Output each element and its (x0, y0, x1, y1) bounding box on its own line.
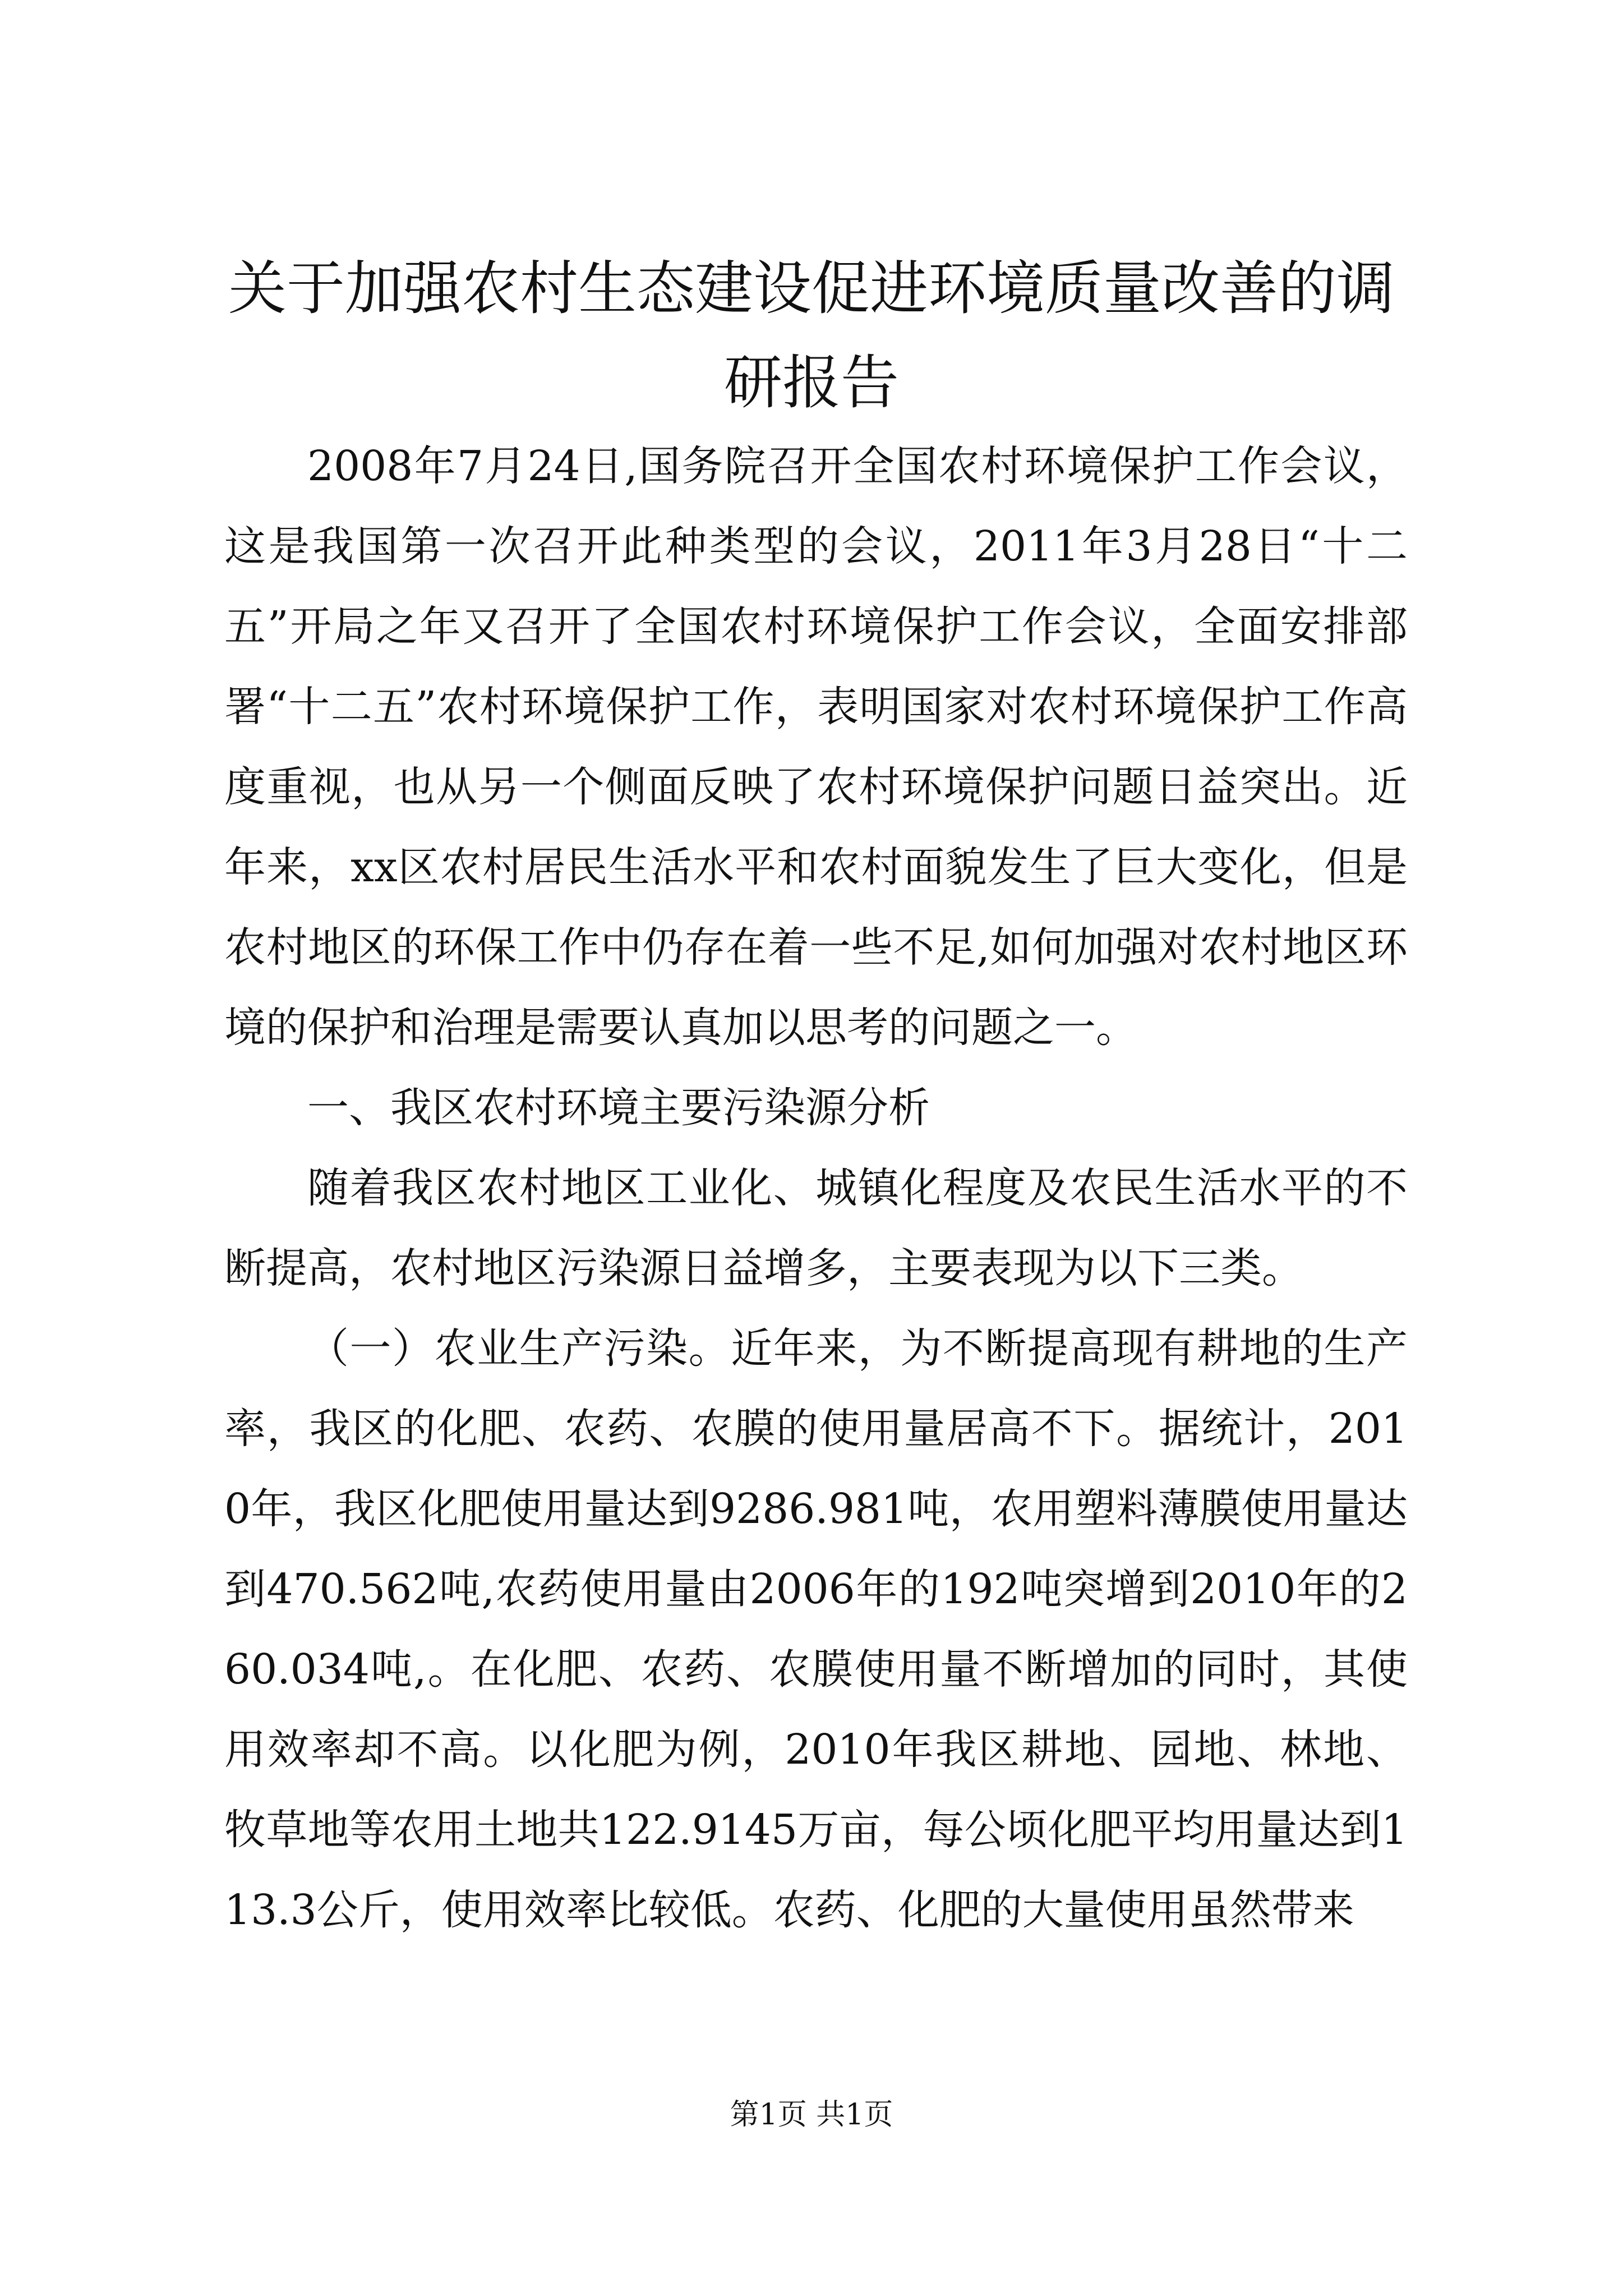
paragraph-intro: 2008年7月24日,国务院召开全国农村环境保护工作会议，这是我国第一次召开此种类型的会议，2011年3月28日“十二五”开局之年又召开了全国农村环境保护工作会议，全面安排部署“十二五”农村环境保护工作，表明国家对农村环境保护工作高度重视，也从另一个侧面反映了农村环境保护问题日益突出。近年来，xx区农村居民生活水平和农村面貌发生了巨大变化，但是农村地区的环保工作中仍存在着一些不足,如何加强对农村地区环境的保护和治理是需要认真加以思考的问题之一。 (224, 442, 1408, 1052)
section-heading-pollution-sources: 一、我区农村环境主要污染源分析 (307, 1084, 930, 1132)
paragraph-agricultural-pollution: （一）农业生产污染。近年来，为不断提高现有耕地的生产率，我区的化肥、农药、农膜的使用量居高不下。据统计，2010年，我区化肥使用量达到9286.981吨，农用塑料薄膜使用量达到470.562吨,农药使用量由2006年的192吨突增到2010年的260.034吨,。在化肥、农药、农膜使用量不断增加的同时，其使用效率却不高。以化肥为例，2010年我区耕地、园地、林地、牧草地等农用土地共122.9145万亩，每公顷化肥平均用量达到113.3公斤，使用效率比较低。农药、化肥的大量使用虽然带来 (224, 1324, 1408, 1934)
paragraph-pollution-overview: 随着我区农村地区工业化、城镇化程度及农民生活水平的不断提高，农村地区污染源日益增多，主要表现为以下三类。 (224, 1164, 1408, 1292)
page-footer: 第1页 共1页 (730, 2098, 893, 2132)
document-body (224, 426, 1408, 1950)
document-title: 关于加强农村生态建设促进环境质量改善的调研报告 (228, 254, 1395, 417)
